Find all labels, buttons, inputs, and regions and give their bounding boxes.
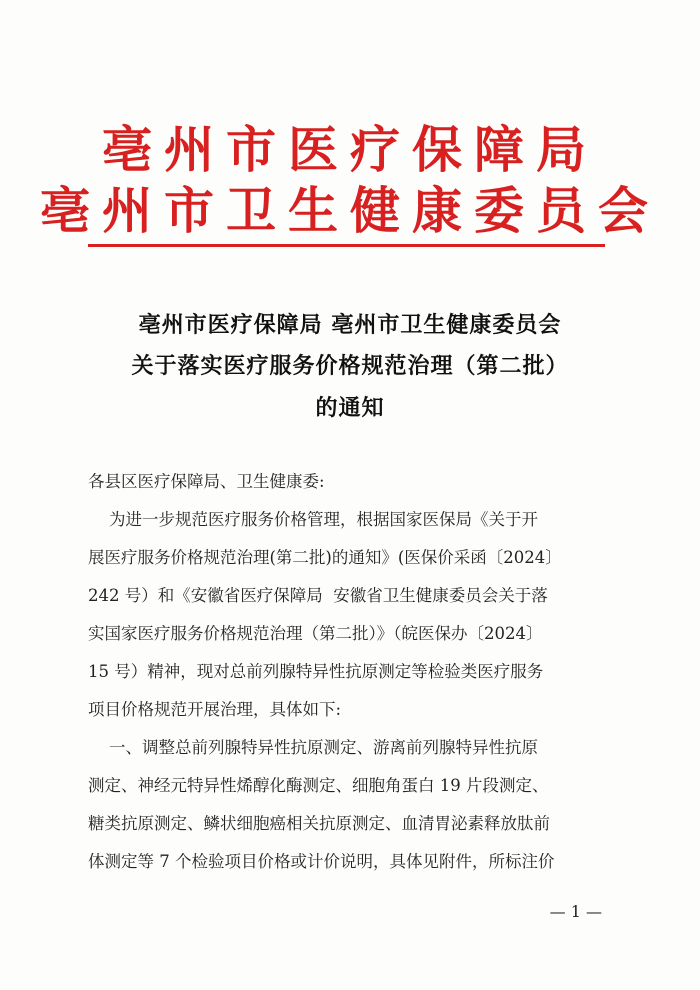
document-title-line-3: 的通知 — [315, 395, 385, 421]
salutation: 各县区医疗保障局、卫生健康委: — [88, 472, 325, 491]
body-line: 展医疗服务价格规范治理(第二批)的通知》(医保价采函〔2024〕 — [88, 548, 562, 567]
document-title-line-2: 关于落实医疗服务价格规范治理（第二批） — [131, 353, 569, 379]
body-line: 测定、神经元特异性烯醇化酶测定、细胞角蛋白 19 片段测定、 — [88, 776, 549, 795]
red-divider-line — [88, 244, 605, 247]
body-line: 一、调整总前列腺特异性抗原测定、游离前列腺特异性抗原 — [88, 738, 538, 757]
body-line: 实国家医疗服务价格规范治理（第二批）》（皖医保办〔2024〕 — [88, 624, 543, 643]
document-title-line-1: 亳州市医疗保障局 亳州市卫生健康委员会 — [138, 312, 562, 338]
body-line: 242 号）和《安徽省医疗保障局 安徽省卫生健康委员会关于落 — [88, 586, 548, 605]
body-line: 体测定等 7 个检验项目价格或计价说明，具体见附件，所标注价 — [88, 852, 555, 871]
body-line: 项目价格规范开展治理，具体如下: — [88, 700, 342, 719]
masthead-line-1: 亳州市医疗保障局 — [102, 121, 598, 179]
masthead-line-2: 亳州市卫生健康委员会 — [40, 182, 660, 240]
body-line: 为进一步规范医疗服务价格管理，根据国家医保局《关于开 — [88, 510, 538, 529]
page-number: — 1 — — [549, 902, 602, 921]
body-line: 糖类抗原测定、鳞状细胞癌相关抗原测定、血清胃泌素释放肽前 — [88, 814, 550, 833]
body-line: 15 号）精神，现对总前列腺特异性抗原测定等检验类医疗服务 — [88, 662, 544, 681]
